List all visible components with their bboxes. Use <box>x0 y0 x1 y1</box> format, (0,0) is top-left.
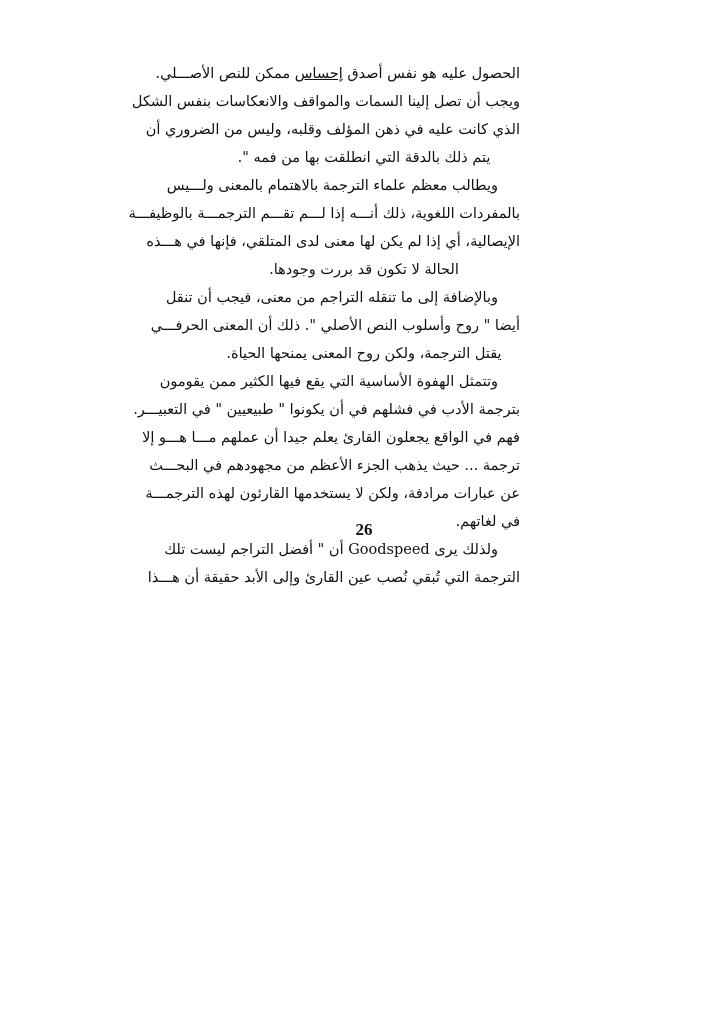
underlined-word: إحساس <box>294 66 343 82</box>
text-line-1: الحصول عليه هو نفس أصدق إحساس ممكن للنص الأصـــلي. <box>155 66 520 82</box>
text-line-19: الترجمة التي تُبقي نُصب عين القارئ وإلى الأبد حقيقة أن هـــذا <box>147 570 520 586</box>
text-line-5: ويطالب معظم علماء الترجمة بالاهتمام بالمعنى ولـــيس <box>166 178 498 194</box>
page-number: 26 <box>355 520 373 539</box>
text-line-10: أيضا " روح وأسلوب النص الأصلي ". ذلك أن المعنى الحرفـــي <box>150 318 520 334</box>
text-line-4: يتم ذلك بالدقة التي انطلقت بها من فمه ". <box>237 150 491 166</box>
text-line-6: بالمفردات اللغوية، ذلك أنـــه إذا لـــم تقـــم الترجمـــة بالوظيفـــة <box>128 206 520 222</box>
text-line-14: فهم في الواقع يجعلون القارئ يعلم جيدا أن عملهم مـــا هـــو إلا <box>142 430 520 446</box>
text-line-17: في لغاتهم. <box>455 514 520 530</box>
text-line-15: ترجمة ... حيث يذهب الجزء الأعظم من مجهودهم في البحـــث <box>149 458 520 474</box>
text-line-9: وبالإضافة إلى ما تنقله التراجم من معنى، فيجب أن تنقل <box>165 290 498 306</box>
text-line-8: الحالة لا تكون قد بررت وجودها. <box>269 262 459 278</box>
text-line-18: ولذلك يرى Goodspeed أن " أفضل التراجم ليست تلك <box>164 542 498 558</box>
body-text <box>128 60 520 592</box>
text-line-12: وتتمثل الهفوة الأساسية التي يقع فيها الكثير ممن يقومون <box>159 374 498 390</box>
text-line-16: عن عبارات مرادفة، ولكن لا يستخدمها القارئون لهذه الترجمـــة <box>145 486 520 502</box>
text-line-13: بترجمة الأدب في فشلهم في أن يكونوا " طبيعيين " في التعبيـــر. <box>133 402 520 418</box>
text-line-7: الإيصالية، أي إذا لم يكن لها معنى لدى المتلقي، فإنها في هـــذه <box>146 234 520 250</box>
text-line-11: يقتل الترجمة، ولكن روح المعنى يمنحها الحياة. <box>226 346 502 362</box>
text-line-2: ويجب أن تصل إلينا السمات والمواقف والانعكاسات بنفس الشكل <box>131 94 520 110</box>
text-line-3: الذي كانت عليه في ذهن المؤلف وقلبه، وليس من الضروري أن <box>145 122 520 138</box>
